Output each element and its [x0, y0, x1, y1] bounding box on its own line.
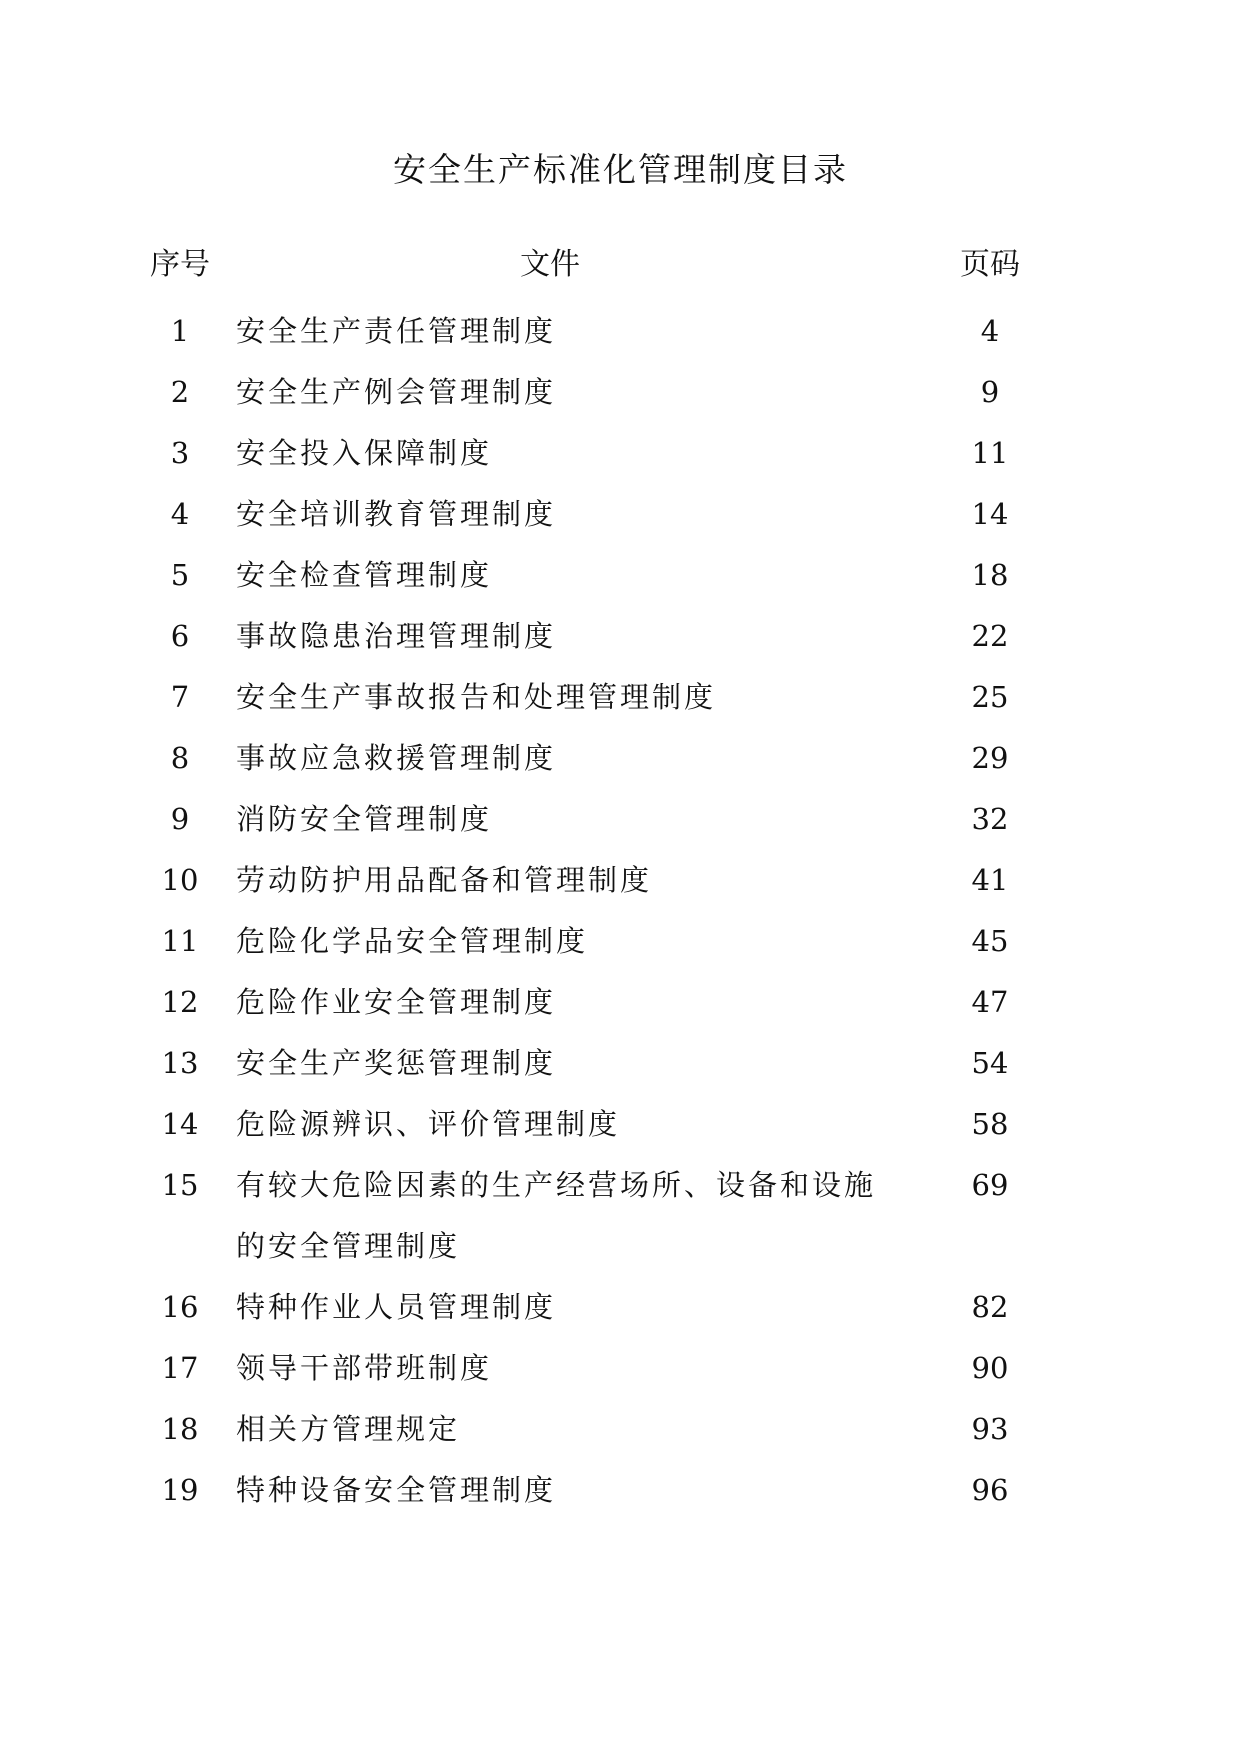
toc-index: 5: [170, 558, 190, 592]
toc-page-number: 41: [971, 863, 1009, 897]
toc-page-number: 32: [971, 802, 1009, 836]
toc-title: 安全生产奖惩管理制度: [236, 1046, 557, 1080]
toc-index: 11: [161, 924, 199, 958]
toc-index: 6: [170, 619, 190, 653]
toc-page-number: 18: [971, 558, 1009, 592]
toc-index: 19: [161, 1473, 199, 1507]
page-title: 安全生产标准化管理制度目录: [393, 150, 848, 189]
toc-page-number: 82: [971, 1290, 1009, 1324]
toc-row: [0, 1033, 1241, 1094]
toc-index: 10: [161, 863, 199, 897]
toc-index: 17: [161, 1351, 199, 1385]
toc-title: 安全生产例会管理制度: [236, 375, 557, 409]
toc-row: [0, 911, 1241, 972]
toc-row: [0, 1155, 1241, 1277]
toc-index: 7: [170, 680, 190, 714]
toc-page-number: 69: [971, 1168, 1009, 1202]
toc-index: 18: [161, 1412, 199, 1446]
toc-title: 事故应急救援管理制度: [236, 741, 557, 775]
toc-title: 劳动防护用品配备和管理制度: [236, 863, 653, 897]
header-index: 序号: [150, 247, 210, 282]
toc-row: [0, 606, 1241, 667]
toc-title: 安全培训教育管理制度: [236, 497, 557, 531]
toc-index: 15: [161, 1168, 199, 1202]
toc-row: [0, 1094, 1241, 1155]
toc-title: 安全生产责任管理制度: [236, 314, 557, 348]
toc-title: 安全生产事故报告和处理管理制度: [236, 680, 717, 714]
toc-page-number: 54: [971, 1046, 1009, 1080]
toc-index: 9: [170, 802, 190, 836]
toc-page-number: 11: [971, 436, 1009, 470]
toc-index: 16: [161, 1290, 199, 1324]
toc-title: 消防安全管理制度: [236, 802, 493, 836]
toc-row: [0, 545, 1241, 606]
toc-row: [0, 972, 1241, 1033]
toc-page-number: 58: [971, 1107, 1009, 1141]
toc-page-number: 45: [971, 924, 1009, 958]
toc-index: 4: [170, 497, 190, 531]
toc-row: [0, 1338, 1241, 1399]
toc-page-number: 96: [971, 1473, 1009, 1507]
toc-row: [0, 789, 1241, 850]
toc-page-number: 93: [971, 1412, 1009, 1446]
toc-row: [0, 423, 1241, 484]
toc-index: 14: [161, 1107, 199, 1141]
toc-page-number: 90: [971, 1351, 1009, 1385]
toc-title: 领导干部带班制度: [236, 1351, 493, 1385]
toc-page-number: 29: [971, 741, 1009, 775]
toc-title: 安全检查管理制度: [236, 558, 493, 592]
toc-title: 有较大危险因素的生产经营场所、设备和设施的安全管理制度: [236, 1168, 877, 1263]
toc-row: [0, 1399, 1241, 1460]
toc-list: [0, 301, 1241, 1521]
toc-title: 事故隐患治理管理制度: [236, 619, 557, 653]
toc-title: 危险作业安全管理制度: [236, 985, 557, 1019]
toc-page-number: 22: [971, 619, 1009, 653]
toc-row: [0, 728, 1241, 789]
toc-title: 特种设备安全管理制度: [236, 1473, 557, 1507]
toc-index: 3: [170, 436, 190, 470]
toc-row: [0, 484, 1241, 545]
toc-row: [0, 301, 1241, 362]
toc-row: [0, 1460, 1241, 1521]
toc-page-number: 9: [980, 375, 1000, 409]
toc-index: 8: [170, 741, 190, 775]
toc-title: 安全投入保障制度: [236, 436, 493, 470]
toc-page-number: 4: [980, 314, 1000, 348]
toc-title: 特种作业人员管理制度: [236, 1290, 557, 1324]
toc-page-number: 47: [971, 985, 1009, 1019]
toc-title: 危险化学品安全管理制度: [236, 924, 589, 958]
toc-row: [0, 362, 1241, 423]
header-page: 页码: [960, 247, 1020, 282]
toc-index: 13: [161, 1046, 199, 1080]
toc-index: 12: [161, 985, 199, 1019]
toc-row: [0, 667, 1241, 728]
toc-index: 2: [170, 375, 190, 409]
toc-row: [0, 1277, 1241, 1338]
toc-row: [0, 850, 1241, 911]
toc-title: 危险源辨识、评价管理制度: [236, 1107, 621, 1141]
header-file: 文件: [520, 247, 580, 282]
toc-page-number: 14: [971, 497, 1009, 531]
toc-title: 相关方管理规定: [236, 1412, 461, 1446]
toc-index: 1: [170, 314, 190, 348]
toc-page-number: 25: [971, 680, 1009, 714]
